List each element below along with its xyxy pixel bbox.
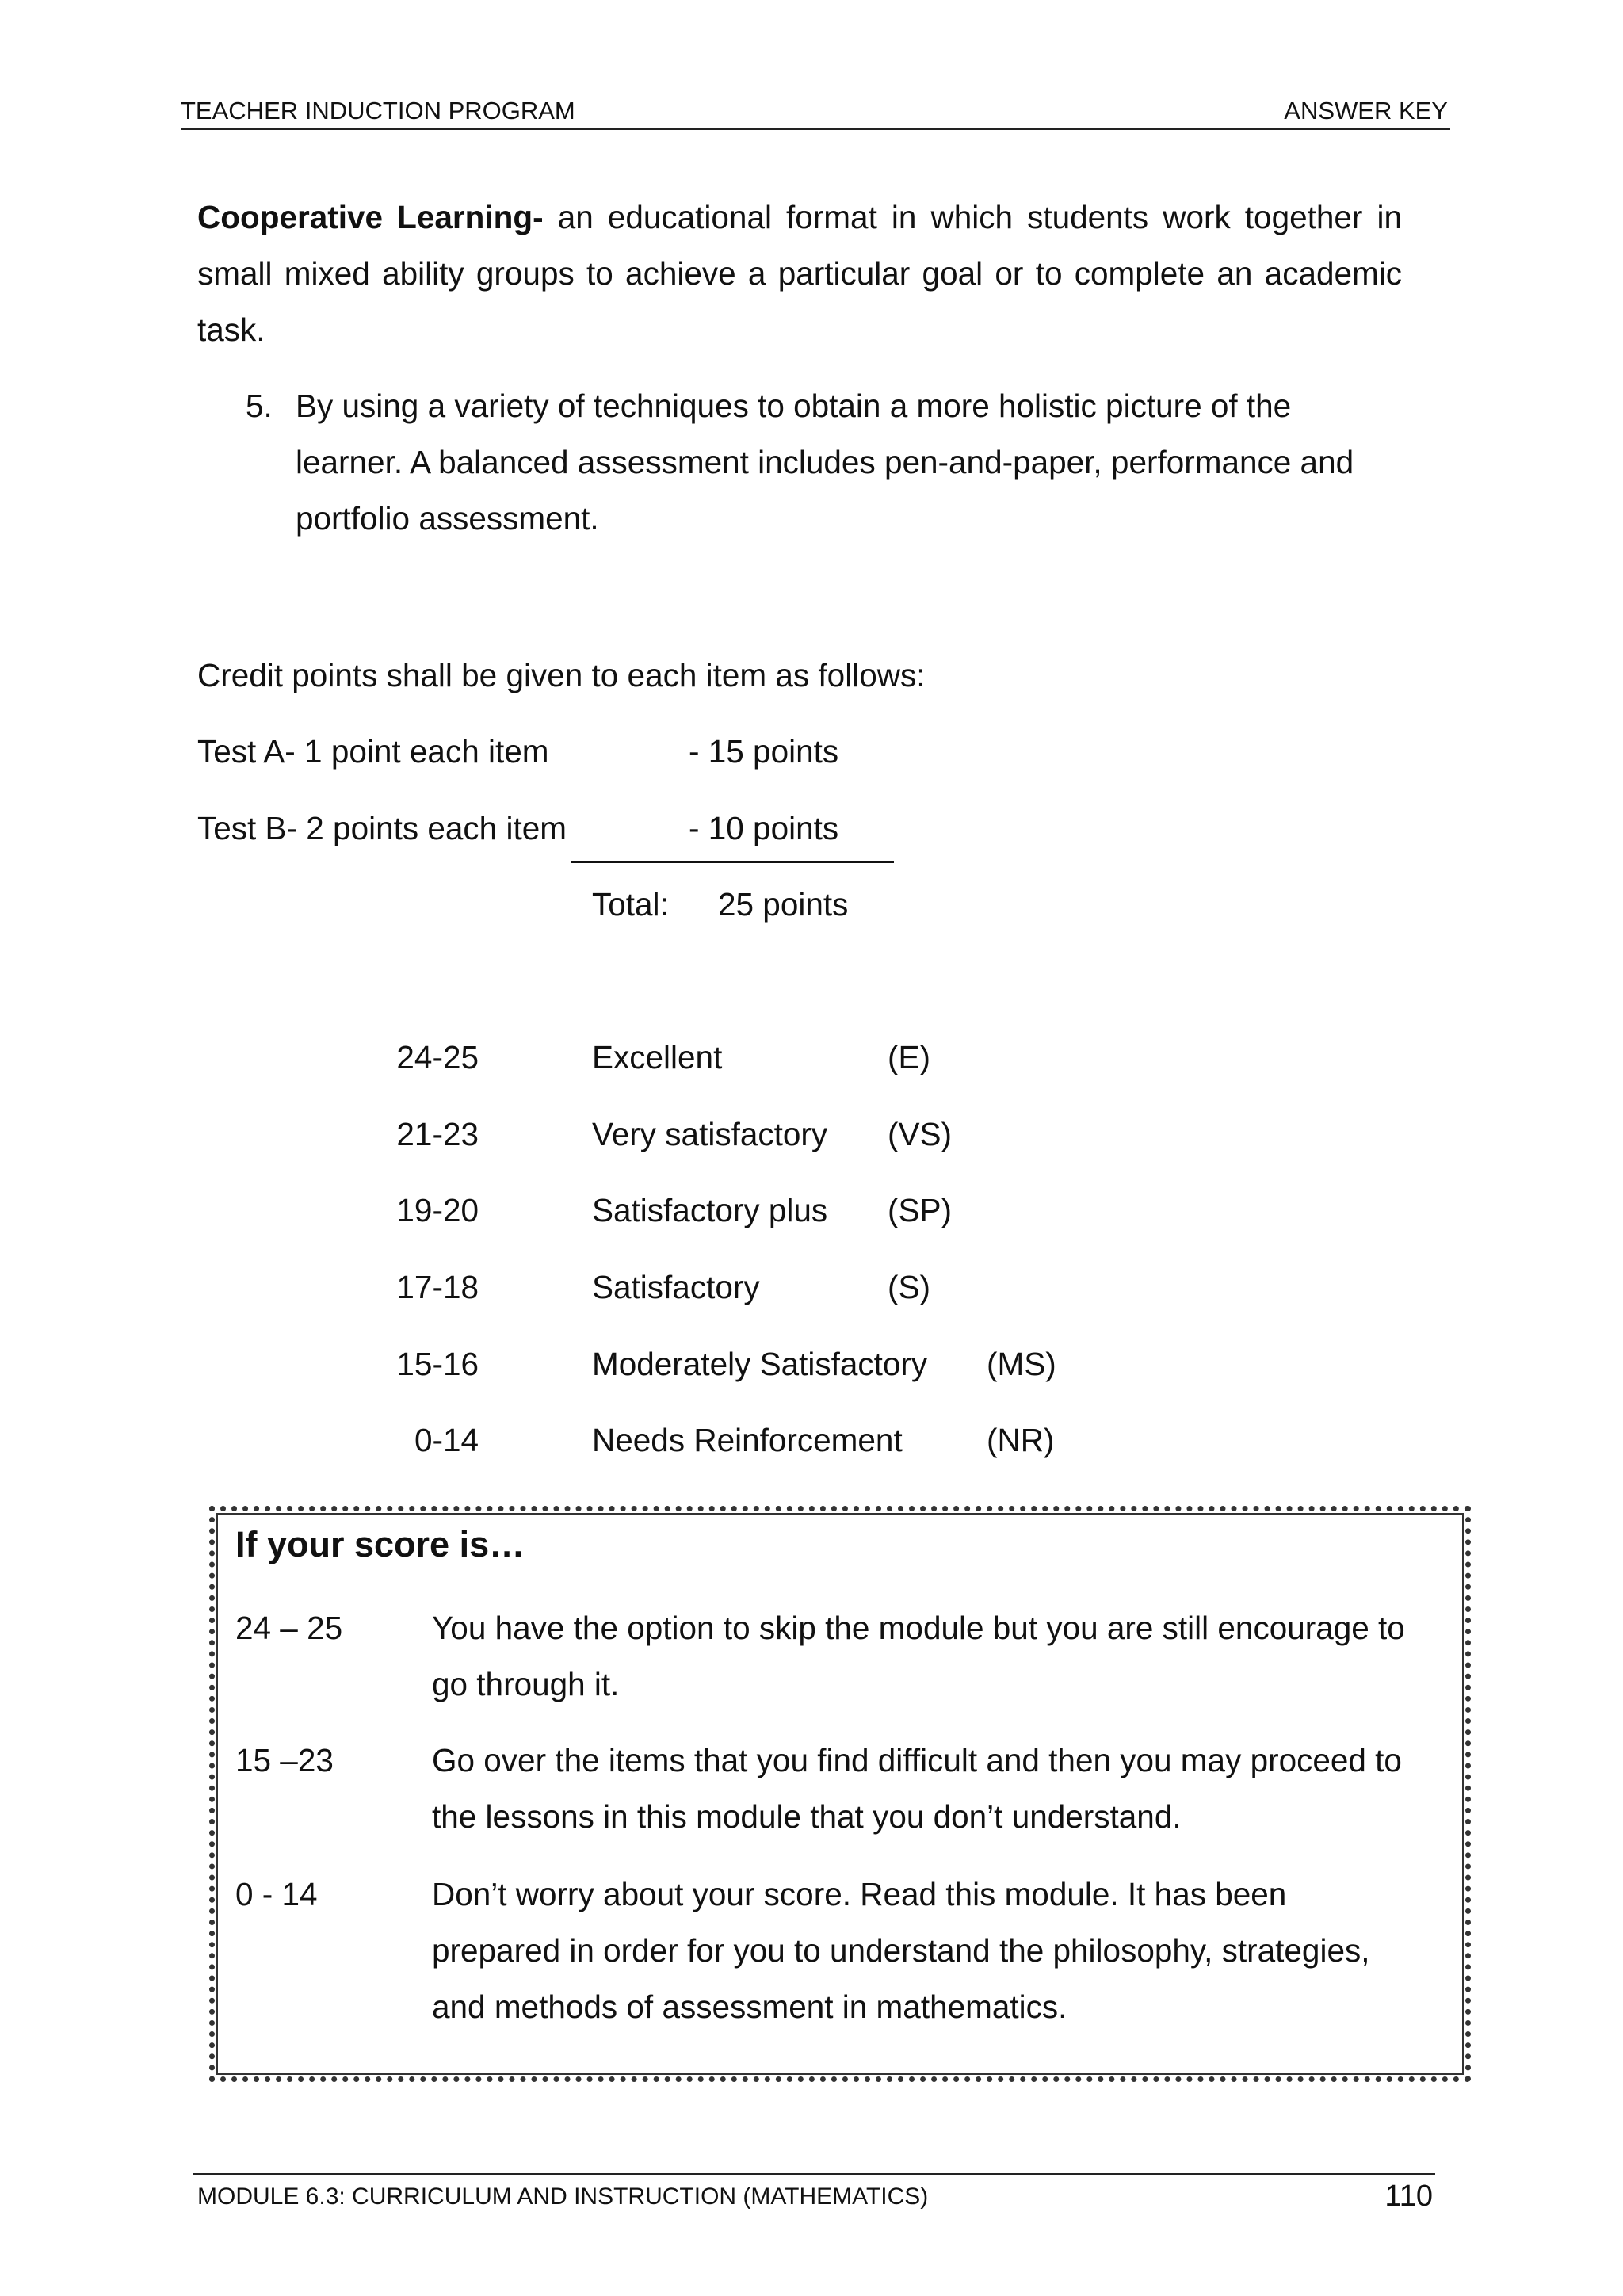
rating-range: 21-23	[396, 1116, 479, 1152]
rating-code: (VS)	[888, 1116, 952, 1152]
rating-desc: Moderately Satisfactory	[592, 1346, 928, 1382]
rating-code: (S)	[888, 1269, 930, 1305]
rating-desc: Needs Reinforcement	[592, 1422, 903, 1458]
score-range: 24 – 25	[235, 1610, 343, 1646]
definition-term: Cooperative Learning-	[197, 199, 544, 235]
score-range: 0 - 14	[235, 1876, 318, 1912]
definition-text: an educational format in which students work together in small mixed ability groups to achieve a particular goal or to complete an academic task.	[197, 199, 1402, 348]
footer-module: MODULE 6.3: CURRICULUM AND INSTRUCTION (MATHEMATICS)	[197, 2183, 929, 2210]
rating-desc: Very satisfactory	[592, 1116, 828, 1152]
rating-range: 15-16	[396, 1346, 479, 1382]
credit-intro: Credit points shall be given to each item as follows:	[197, 657, 926, 693]
rating-range: 17-18	[396, 1269, 479, 1305]
score-advice: Go over the items that you find difficult and then you may proceed to the lessons in this module that you don’t understand.	[432, 1742, 1402, 1835]
page-number: 110	[1384, 2179, 1433, 2213]
rating-desc: Excellent	[592, 1039, 723, 1075]
rating-code: (E)	[888, 1039, 930, 1075]
rating-desc: Satisfactory plus	[592, 1192, 828, 1228]
score-box-title: If your score is…	[235, 1524, 525, 1564]
score-advice: Don’t worry about your score. Read this module. It has been prepared in order for you to understand the philosophy, strategies, and methods of assessment in mathematics.	[432, 1876, 1370, 2025]
total-label: Total:	[592, 886, 669, 923]
footer-rule	[193, 2173, 1435, 2175]
definition-paragraph	[197, 189, 1402, 358]
rating-code: (SP)	[888, 1192, 952, 1228]
total-rule	[571, 861, 894, 863]
score-advice: You have the option to skip the module but you are still encourage to go through it.	[432, 1610, 1405, 1702]
test-b-points: - 10 points	[689, 810, 839, 846]
rating-range: 19-20	[396, 1192, 479, 1228]
test-b-label: Test B- 2 points each item	[197, 810, 567, 846]
test-a-points: - 15 points	[689, 733, 839, 770]
rating-code: (NR)	[987, 1422, 1055, 1458]
answer-text: By using a variety of techniques to obtain a more holistic picture of the learner. A balanced assessment includes pen-and-paper, performance and portfolio assessment.	[296, 388, 1354, 537]
rating-desc: Satisfactory	[592, 1269, 760, 1305]
answer-number: 5.	[246, 388, 273, 424]
rating-code: (MS)	[987, 1346, 1056, 1382]
rating-range: 0-14	[414, 1422, 479, 1458]
header-left: TEACHER INDUCTION PROGRAM	[181, 97, 575, 124]
header-rule	[181, 128, 1450, 130]
header-right: ANSWER KEY	[1284, 97, 1448, 124]
total-value: 25 points	[718, 886, 849, 923]
test-a-label: Test A- 1 point each item	[197, 733, 549, 770]
rating-range: 24-25	[396, 1039, 479, 1075]
score-range: 15 –23	[235, 1742, 334, 1778]
